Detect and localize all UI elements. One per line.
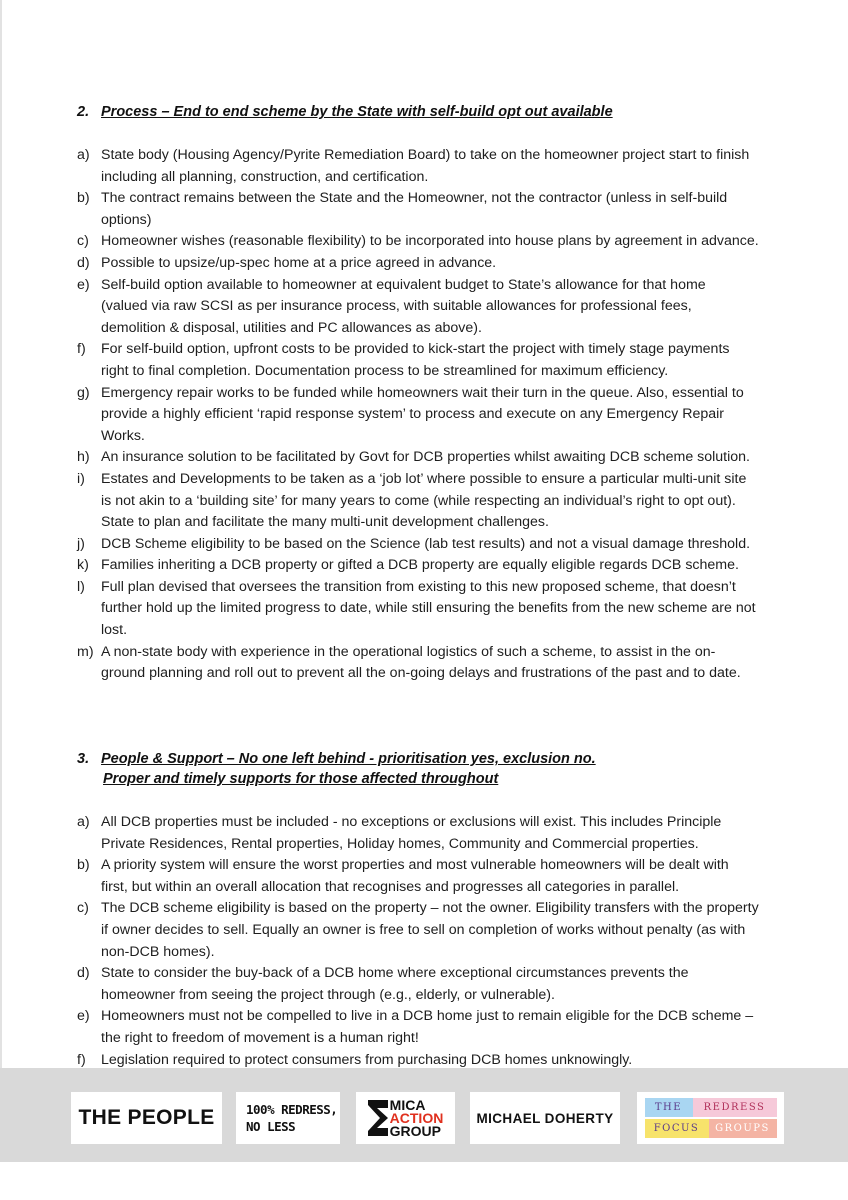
section-2-title: Process – End to end scheme by the State with self-build opt out available — [101, 104, 613, 120]
section-people-support — [77, 749, 807, 1071]
list-item — [77, 253, 807, 275]
list-item — [77, 555, 807, 577]
list-item — [77, 469, 807, 534]
page-left-edge — [0, 0, 2, 1068]
list-item-line: non-DCB homes). — [101, 943, 215, 960]
list-item-line: All DCB properties must be included - no exceptions or exclusions will exist. This includes Principle — [101, 814, 722, 830]
list-item — [77, 339, 807, 382]
list-item-letter: d) — [77, 965, 90, 982]
list-item-line: (valued via raw SCSI as per insurance process, with suitable allowances for professional fees, — [101, 298, 692, 315]
list-item-line: An insurance solution to be facilitated by Govt for DCB properties whilst awaiting DCB scheme solution. — [101, 449, 750, 466]
list-item-letter: f) — [77, 341, 86, 358]
section-3-number: 3. — [77, 751, 90, 767]
list-item-letter: l) — [77, 578, 85, 595]
list-item-line: State to consider the buy-back of a DCB home where exceptional circumstances prevents the — [101, 965, 689, 982]
list-item — [77, 1006, 807, 1049]
focus-logo-row-1 — [645, 1098, 777, 1117]
list-item-line: provide a highly efficient ‘rapid response system’ to process and execute on any Emergency Repair — [101, 406, 725, 423]
redress-logo — [236, 1092, 340, 1144]
section-2-number: 2. — [77, 104, 90, 120]
list-item-letter: b) — [77, 190, 90, 207]
list-item-letter: c) — [77, 233, 89, 250]
list-item — [77, 577, 807, 642]
list-item — [77, 275, 807, 340]
redress-logo-line2: NO LESS — [246, 1119, 296, 1134]
list-item-letter: k) — [77, 557, 89, 574]
list-item-line: Legislation required to protect consumers from purchasing DCB homes unknowingly. — [101, 1051, 633, 1068]
list-item-letter: j) — [77, 535, 85, 552]
the-people-logo — [71, 1092, 222, 1144]
sponsor-footer — [0, 1068, 848, 1162]
michael-doherty-logo-text: MICHAEL DOHERTY — [476, 1110, 614, 1126]
list-item — [77, 534, 807, 556]
list-item-line: if owner decides to sell. Equally an owner is free to sell on completion of works without penalty (as with — [101, 921, 746, 938]
michael-doherty-logo — [470, 1092, 620, 1144]
list-item-line: right to final completion. Documentation process to be streamlined for maximum efficiency. — [101, 362, 669, 379]
list-item-line: Possible to upsize/up-spec home at a price agreed in advance. — [101, 254, 497, 271]
list-item — [77, 145, 807, 188]
list-item-letter: g) — [77, 384, 90, 401]
list-item — [77, 447, 807, 469]
list-item — [77, 855, 807, 898]
list-item-line: Emergency repair works to be funded while homeowners wait their turn in the queue. Also, essential to — [101, 384, 744, 401]
focus-logo-segment: REDRESS — [693, 1098, 777, 1117]
focus-logo-segment: FOCUS — [645, 1119, 709, 1138]
list-item-line: is not akin to a ‘building site’ for many years to come (while respecting an individual’s right to opt out). — [101, 492, 736, 509]
list-item-line: The contract remains between the State and the Homeowner, not the contractor (unless in self-build — [101, 190, 728, 207]
list-item-letter: d) — [77, 254, 90, 271]
redress-focus-groups-logo — [637, 1092, 784, 1144]
list-item-line: The DCB scheme eligibility is based on the property – not the owner. Eligibility transfers with the property — [101, 900, 759, 917]
redress-logo-text — [236, 1101, 337, 1135]
list-item-line: A priority system will ensure the worst properties and most vulnerable homeowners will be dealt with — [101, 857, 729, 874]
section-3-list — [77, 812, 807, 1071]
list-item-letter: b) — [77, 857, 90, 874]
list-item-letter: a) — [77, 814, 90, 830]
list-item-line: Full plan devised that oversees the transition from existing to this new proposed scheme, that doesn’t — [101, 578, 736, 595]
list-item — [77, 231, 807, 253]
list-item-line: Families inheriting a DCB property or gifted a DCB property are equally eligible regards DCB scheme. — [101, 557, 739, 574]
list-item-line: State to plan and facilitate the many multi-unit development challenges. — [101, 514, 549, 531]
list-item-letter: f) — [77, 1051, 86, 1068]
section-2-list — [77, 145, 807, 685]
list-item-line: including all planning, construction, and certification. — [101, 168, 429, 185]
mica-logo-line2: ACTION — [389, 1109, 444, 1126]
list-item — [77, 642, 807, 685]
section-3-title-line2: Proper and timely supports for those affected throughout — [103, 771, 499, 787]
mica-arrow-icon — [368, 1100, 388, 1136]
mica-logo-line1: MICA — [389, 1096, 426, 1113]
list-item-letter: a) — [77, 147, 90, 163]
list-item-line: homeowner from seeing the project through (e.g., elderly, or vulnerable). — [101, 986, 555, 1003]
list-item-line: State body (Housing Agency/Pyrite Remediation Board) to take on the homeowner project start to finish — [101, 147, 750, 163]
list-item-line: Private Residences, Rental properties, Holiday homes, Community and Commercial properties. — [101, 835, 699, 852]
the-people-logo-text: THE PEOPLE — [78, 1106, 215, 1129]
list-item-line: options) — [101, 211, 152, 228]
list-item-line: further hold up the limited progress to date, while still ensuring the benefits from the new scheme are not — [101, 600, 756, 617]
list-item — [77, 188, 807, 231]
list-item-letter: h) — [77, 449, 90, 466]
focus-logo-segment: GROUPS — [709, 1119, 777, 1138]
list-item-line: Self-build option available to homeowner at equivalent budget to State’s allowance for that home — [101, 276, 706, 293]
list-item-line: For self-build option, upfront costs to be provided to kick-start the project with timely stage payments — [101, 341, 730, 358]
mica-logo-line3: GROUP — [389, 1122, 441, 1139]
list-item — [77, 898, 807, 963]
focus-logo-row-2 — [645, 1119, 777, 1138]
list-item — [77, 963, 807, 1006]
list-item-line: Works. — [101, 427, 145, 444]
section-3-heading — [77, 749, 807, 789]
mica-action-group-logo — [356, 1092, 455, 1144]
list-item-line: Homeowners must not be compelled to live in a DCB home just to remain eligible for the DCB scheme – — [101, 1008, 754, 1025]
list-item-line: the right to freedom of movement is a human right! — [101, 1029, 419, 1046]
list-item-line: demolition & disposal, utilities and PC allowances as above). — [101, 319, 482, 336]
list-item-letter: i) — [77, 470, 85, 487]
list-item-letter: c) — [77, 900, 89, 917]
section-process — [77, 102, 807, 685]
list-item-line: lost. — [101, 622, 128, 639]
list-item-line: Homeowner wishes (reasonable flexibility) to be incorporated into house plans by agreement in advance. — [101, 233, 759, 250]
list-item-line: ground planning and roll out to prevent all the on-going delays and frustrations of the past and to date. — [101, 665, 741, 682]
list-item-letter: m) — [77, 643, 94, 660]
list-item-line: first, but within an overall allocation that recognises and progresses all categories in parallel. — [101, 878, 680, 895]
list-item-line: A non-state body with experience in the operational logistics of such a scheme, to assist in the on- — [101, 643, 716, 660]
focus-logo-segment: THE — [645, 1098, 693, 1117]
list-item — [77, 383, 807, 448]
list-item-line: Estates and Developments to be taken as a ‘job lot’ where possible to ensure a particular multi-unit site — [101, 470, 747, 487]
section-3-title-line1: People & Support – No one left behind - prioritisation yes, exclusion no. — [101, 751, 596, 767]
list-item-line: DCB Scheme eligibility to be based on the Science (lab test results) and not a visual damage threshold. — [101, 535, 751, 552]
list-item-letter: e) — [77, 276, 90, 293]
section-2-heading — [77, 102, 807, 122]
list-item-letter: e) — [77, 1008, 90, 1025]
list-item — [77, 812, 807, 855]
redress-logo-line1: 100% REDRESS, — [246, 1102, 338, 1117]
